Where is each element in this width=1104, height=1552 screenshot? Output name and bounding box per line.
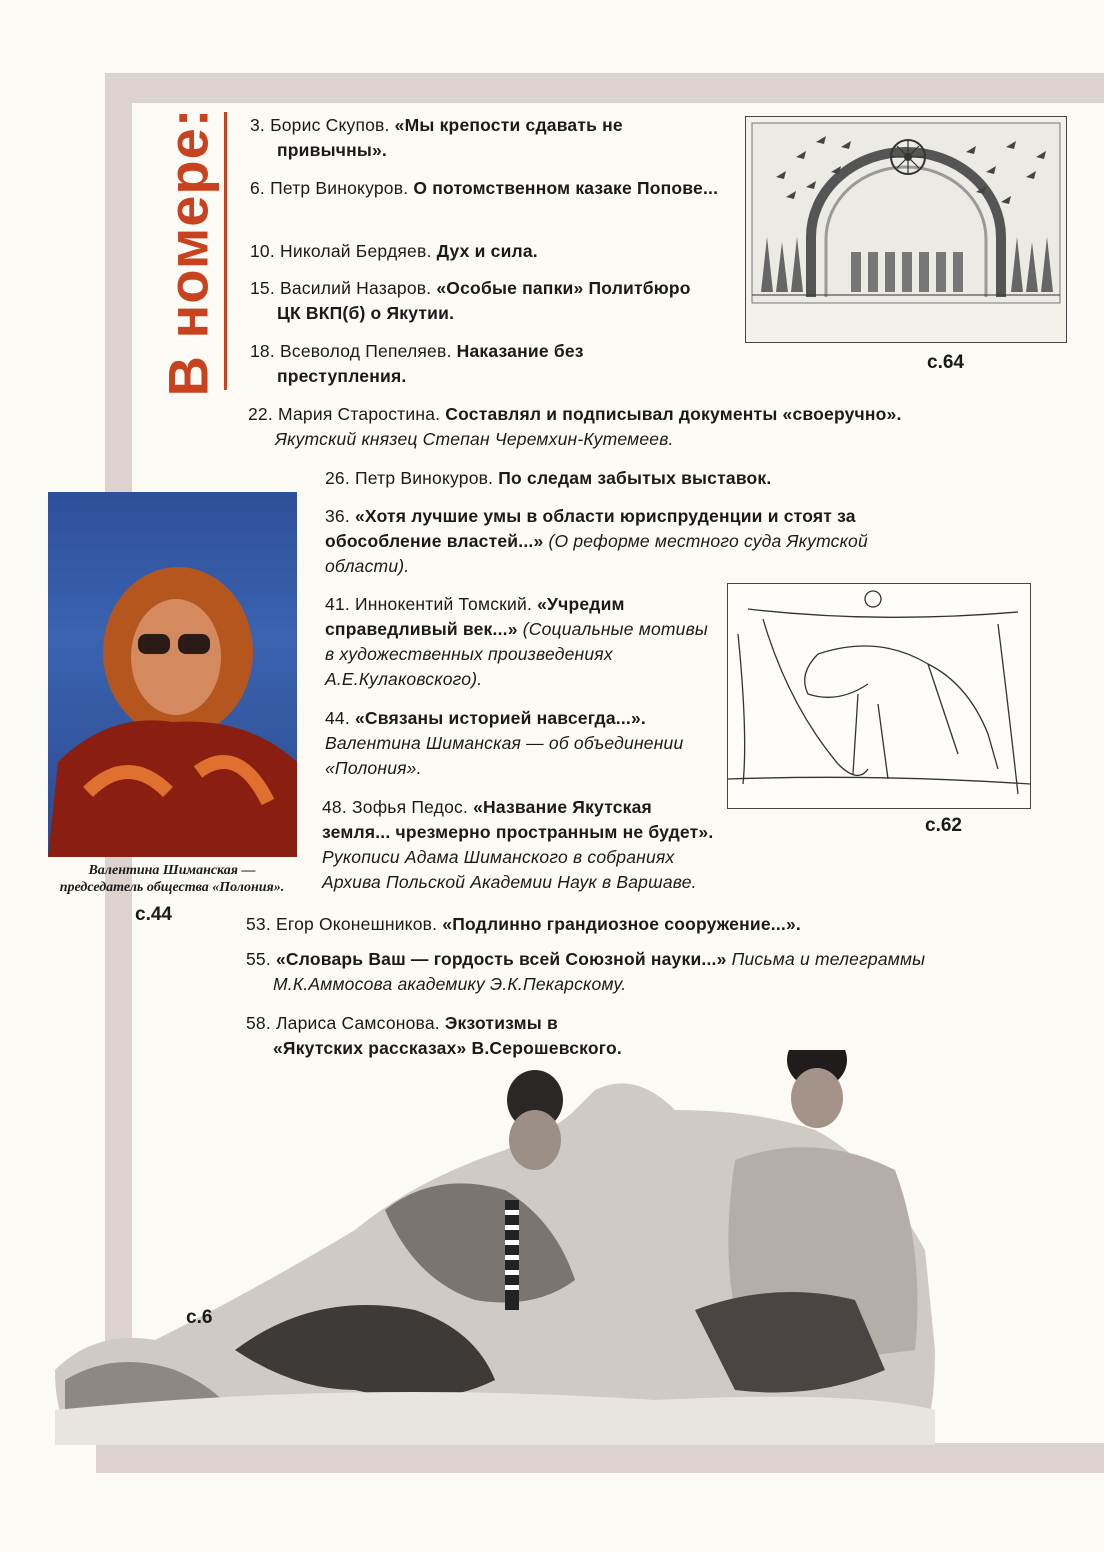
entry-text: Мария Старостина. — [278, 404, 441, 424]
section-heading — [152, 107, 224, 397]
entry-title: «Словарь Ваш — гордость всей Союзной науки...» — [276, 949, 727, 969]
toc-entry[interactable] — [250, 239, 737, 264]
toc-entry[interactable] — [325, 466, 925, 491]
toc-entry[interactable] — [325, 504, 950, 579]
entry-title: «Связаны историей навсегда...». — [355, 708, 646, 728]
petroglyph-drawing — [727, 583, 1031, 809]
toc-entry[interactable] — [250, 276, 697, 326]
entry-text: 48. — [322, 797, 347, 817]
entry-note: Валентина Шиманская — об объединении «Полония». — [325, 733, 684, 778]
entry-text: 22. — [248, 404, 273, 424]
entry-text: Николай Бердяев. — [280, 241, 432, 261]
entry-note: Письма и телеграммы М.К.Аммосова академику Э.К.Пекарскому. — [273, 949, 926, 994]
entry-text: Петр Винокуров. — [270, 178, 409, 198]
entry-title: По следам забытых выставок. — [498, 468, 772, 488]
entry-title: «Хотя лучшие умы в области юриспруденции и стоят за обособление властей...» — [325, 506, 856, 551]
entry-title: О потомственном казаке Попове... — [413, 178, 719, 198]
entry-text: Лариса Самсонова. — [276, 1013, 440, 1033]
page-ref-64: с.64 — [927, 352, 964, 373]
entry-text: 36. — [325, 506, 350, 526]
entry-text: 44. — [325, 708, 350, 728]
entry-text: Василий Назаров. — [280, 278, 432, 298]
top-frame-band — [105, 73, 1104, 103]
entry-title: «Название Якутская земля... чрезмерно пространным не будет». — [322, 797, 714, 842]
entry-text: 26. — [325, 468, 350, 488]
entry-title: «Учредим справедливый век...» — [325, 594, 625, 639]
entry-text: 53. — [246, 914, 271, 934]
portrait-photo — [48, 492, 297, 857]
toc-entry[interactable] — [246, 947, 933, 997]
toc-entry[interactable] — [246, 912, 926, 937]
entry-title: «Особые папки» Политбюро ЦК ВКП(б) о Якутии. — [277, 278, 691, 323]
entry-text: Зофья Педос. — [352, 797, 469, 817]
entry-title: Дух и сила. — [436, 241, 538, 261]
entry-text: 41. — [325, 594, 350, 614]
entry-title: Составлял и подписывал документы «своеручно». — [445, 404, 902, 424]
entry-text: Петр Винокуров. — [355, 468, 494, 488]
page-ref-62: с.62 — [925, 815, 962, 836]
photo-caption — [40, 862, 304, 896]
entry-note: (Социальные мотивы в художественных произведениях А.Е.Кулаковского). — [325, 619, 709, 689]
entry-text: Борис Скупов. — [270, 115, 390, 135]
entry-title: Экзотизмы в «Якутских рассказах» В.Серошевского. — [273, 1013, 622, 1058]
entry-text: 15. — [250, 278, 275, 298]
toc-entry[interactable] — [250, 113, 737, 163]
folk-art-illustration — [745, 116, 1067, 343]
toc-entry[interactable] — [250, 339, 697, 389]
entry-text: Всеволод Пепеляев. — [280, 341, 452, 361]
page-ref-44: с.44 — [135, 904, 172, 925]
entry-text: 6. — [250, 178, 265, 198]
caption-line: председатель общества «Полония». — [59, 880, 285, 895]
toc-entry[interactable] — [325, 706, 710, 781]
caption-line: Валентина Шиманская — — [88, 863, 256, 878]
toc-entry[interactable] — [248, 402, 905, 452]
page-ref-6: с.6 — [186, 1307, 213, 1328]
entry-title: «Подлинно грандиозное сооружение...». — [442, 914, 801, 934]
heading-text: В номере: — [156, 107, 220, 397]
toc-entry[interactable] — [250, 176, 737, 201]
entry-note: (О реформе местного суда Якутской области). — [325, 531, 868, 576]
entry-text: 3. — [250, 115, 265, 135]
entry-text: 58. — [246, 1013, 271, 1033]
entry-note: Рукописи Адама Шиманского в собраниях Архива Польской Академии Наук в Варшаве. — [322, 847, 697, 892]
toc-entry[interactable] — [325, 592, 710, 692]
entry-title: Наказание без преступления. — [277, 341, 584, 386]
entry-text: 55. — [246, 949, 271, 969]
entry-text: Егор Оконешников. — [276, 914, 438, 934]
entry-text: Иннокентий Томский. — [355, 594, 533, 614]
entry-note: Якутский князец Степан Черемхин-Кутемеев. — [275, 429, 674, 449]
entry-text: 10. — [250, 241, 275, 261]
entry-title: «Мы крепости сдавать не привычны». — [277, 115, 623, 160]
group-photo — [55, 1050, 940, 1445]
heading-rule — [224, 112, 227, 390]
entry-text: 18. — [250, 341, 275, 361]
bottom-frame-band — [96, 1443, 1104, 1473]
